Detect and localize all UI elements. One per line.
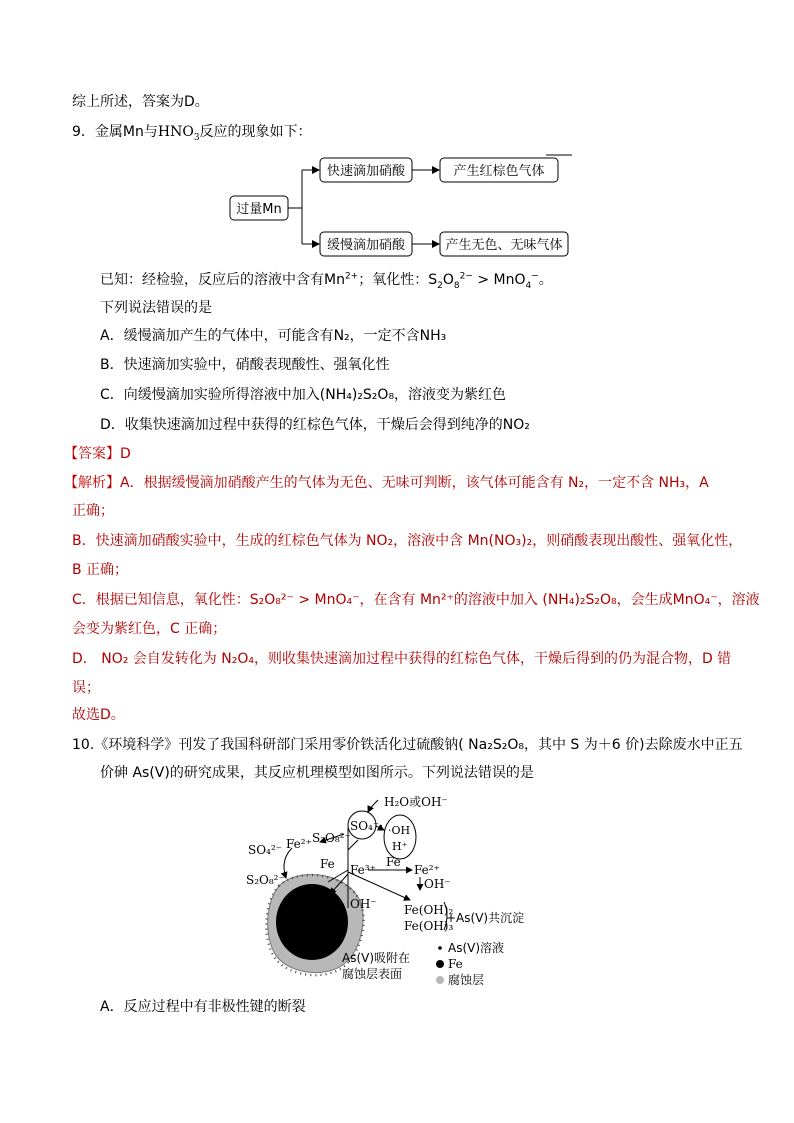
- answer-label: 【答案】: [64, 446, 120, 462]
- q9-stem-a: 金属Mn与: [94, 124, 158, 140]
- summary-line: 综上所述，答案为D。: [72, 94, 209, 110]
- flow-slow-result-label: 产生无色、无味气体: [445, 238, 563, 253]
- label-coprecip: +As(V)共沉淀: [446, 911, 525, 925]
- q9-stem: [72, 122, 312, 142]
- label-oh-minus-left: OH⁻: [350, 897, 377, 911]
- analysis-label: 【解析】: [64, 475, 120, 491]
- label-feoh3: Fe(OH)₃: [404, 919, 454, 933]
- q10-option-a: A．反应过程中有非极性键的断裂: [100, 999, 306, 1015]
- q9-answer: [64, 444, 131, 464]
- label-adsorb-1: As(V)吸附在: [342, 951, 411, 965]
- label-so4-2minus: SO₄²⁻: [248, 843, 283, 857]
- legend-corrosion-label: 腐蚀层: [448, 973, 485, 987]
- q9-analysis-d1: D． NO₂ 会自发转化为 N₂O₄，则收集快速滴加过程中获得的红棕色气体，干燥后得到的仍为混合物，D 错: [72, 651, 732, 667]
- label-s2o8-left: S₂O₈²⁻: [246, 873, 285, 887]
- flow-start-label: 过量Mn: [236, 202, 282, 217]
- label-oh-radical: ·OH: [388, 824, 411, 837]
- q9-known: 已知：经检验，反应后的溶液中含有$Mn^{2+}$；氧化性：$S_2O_8^{2-} > MnO_4^-$。: [100, 271, 553, 291]
- q9-prompt: 下列说法错误的是: [100, 300, 212, 316]
- label-fe2-right: Fe²⁺: [414, 863, 440, 877]
- q10-stem-line2: 价砷 As(V)的研究成果，其反应机理模型如图所示。下列说法错误的是: [100, 765, 534, 781]
- q9-stem-b: 反应的现象如下：: [199, 124, 312, 140]
- legend-solution-label: As(V)溶液: [448, 941, 505, 955]
- q9-analysis-b1: B．快速滴加硝酸实验中，生成的红棕色气体为 NO₂，溶液中含 Mn(NO₃)₂，则硝酸表现出酸性、强氧化性，: [72, 533, 743, 549]
- q9-number: 9．: [72, 124, 95, 140]
- q9-flowchart: [226, 150, 586, 260]
- flow-slow-label: 缓慢滴加硝酸: [326, 238, 406, 253]
- q9-hno3: $HNO_3$: [157, 124, 200, 143]
- q9-option-d: D．收集快速滴加过程中获得的红棕色气体，干燥后会得到纯净的NO₂: [100, 417, 530, 433]
- label-adsorb-2: 腐蚀层表面: [342, 967, 403, 981]
- q10-stem-line1: 10.《环境科学》刊发了我国科研部门采用零价铁活化过硫酸钠( Na₂S₂O₈，其中 S 为＋6 价)去除废水中正五: [72, 737, 743, 753]
- q9-analysis-c1: C．根据已知信息，氧化性：S₂O₈²⁻ > MnO₄⁻，在含有 Mn²⁺的溶液中加入 (NH₄)₂S₂O₈，会生成MnO₄⁻，溶液: [72, 592, 760, 608]
- label-feoh2: Fe(OH)₂: [404, 903, 454, 917]
- flow-fast-result-label: 产生红棕色气体: [453, 164, 545, 179]
- answer-value: D: [120, 446, 131, 462]
- q9-analysis-conclusion: 故选D。: [72, 707, 125, 723]
- q10-mechanism-diagram: [240, 790, 560, 998]
- label-fe3: Fe³⁺: [350, 863, 376, 877]
- legend-solution-dot: [438, 946, 442, 950]
- q9-analysis-d2: 误；: [72, 680, 100, 696]
- legend-fe-label: Fe: [448, 957, 463, 971]
- q9-option-c: C．向缓慢滴加实验所得溶液中加入(NH₄)₂S₂O₈，溶液变为紫红色: [100, 387, 507, 403]
- label-oh-minus-right: OH⁻: [424, 877, 451, 891]
- q9-analysis-b2: B 正确；: [72, 562, 129, 578]
- q9-analysis-a2: 正确；: [72, 503, 114, 519]
- label-fe-right: Fe: [386, 855, 401, 869]
- label-fe2-left: Fe²⁺: [286, 837, 312, 851]
- legend-fe-dot: [436, 960, 444, 968]
- fe-core: [276, 884, 348, 960]
- q9-option-b: B．快速滴加实验中，硝酸表现酸性、强氧化性: [100, 357, 390, 373]
- label-fe-mid: Fe: [320, 857, 335, 871]
- legend-corrosion-dot: [436, 976, 444, 984]
- label-h2o-oh: H₂O或OH⁻: [384, 795, 448, 809]
- label-so4-radical: SO₄⁻·: [350, 819, 384, 833]
- q9-analysis-c2: 会变为紫红色，C 正确；: [72, 621, 227, 637]
- q9-option-a: A．缓慢滴加产生的气体中，可能含有N₂，一定不含NH₃: [100, 328, 447, 344]
- label-s2o8-top: S₂O₈²⁻: [312, 831, 351, 845]
- label-h-plus: H⁺: [392, 840, 408, 853]
- flow-fast-label: 快速滴加硝酸: [326, 164, 406, 179]
- q9-analysis-a1: 【解析】A．根据缓慢滴加硝酸产生的气体为无色、无味可判断，该气体可能含有 N₂，一定不含 NH₃，A: [64, 475, 709, 491]
